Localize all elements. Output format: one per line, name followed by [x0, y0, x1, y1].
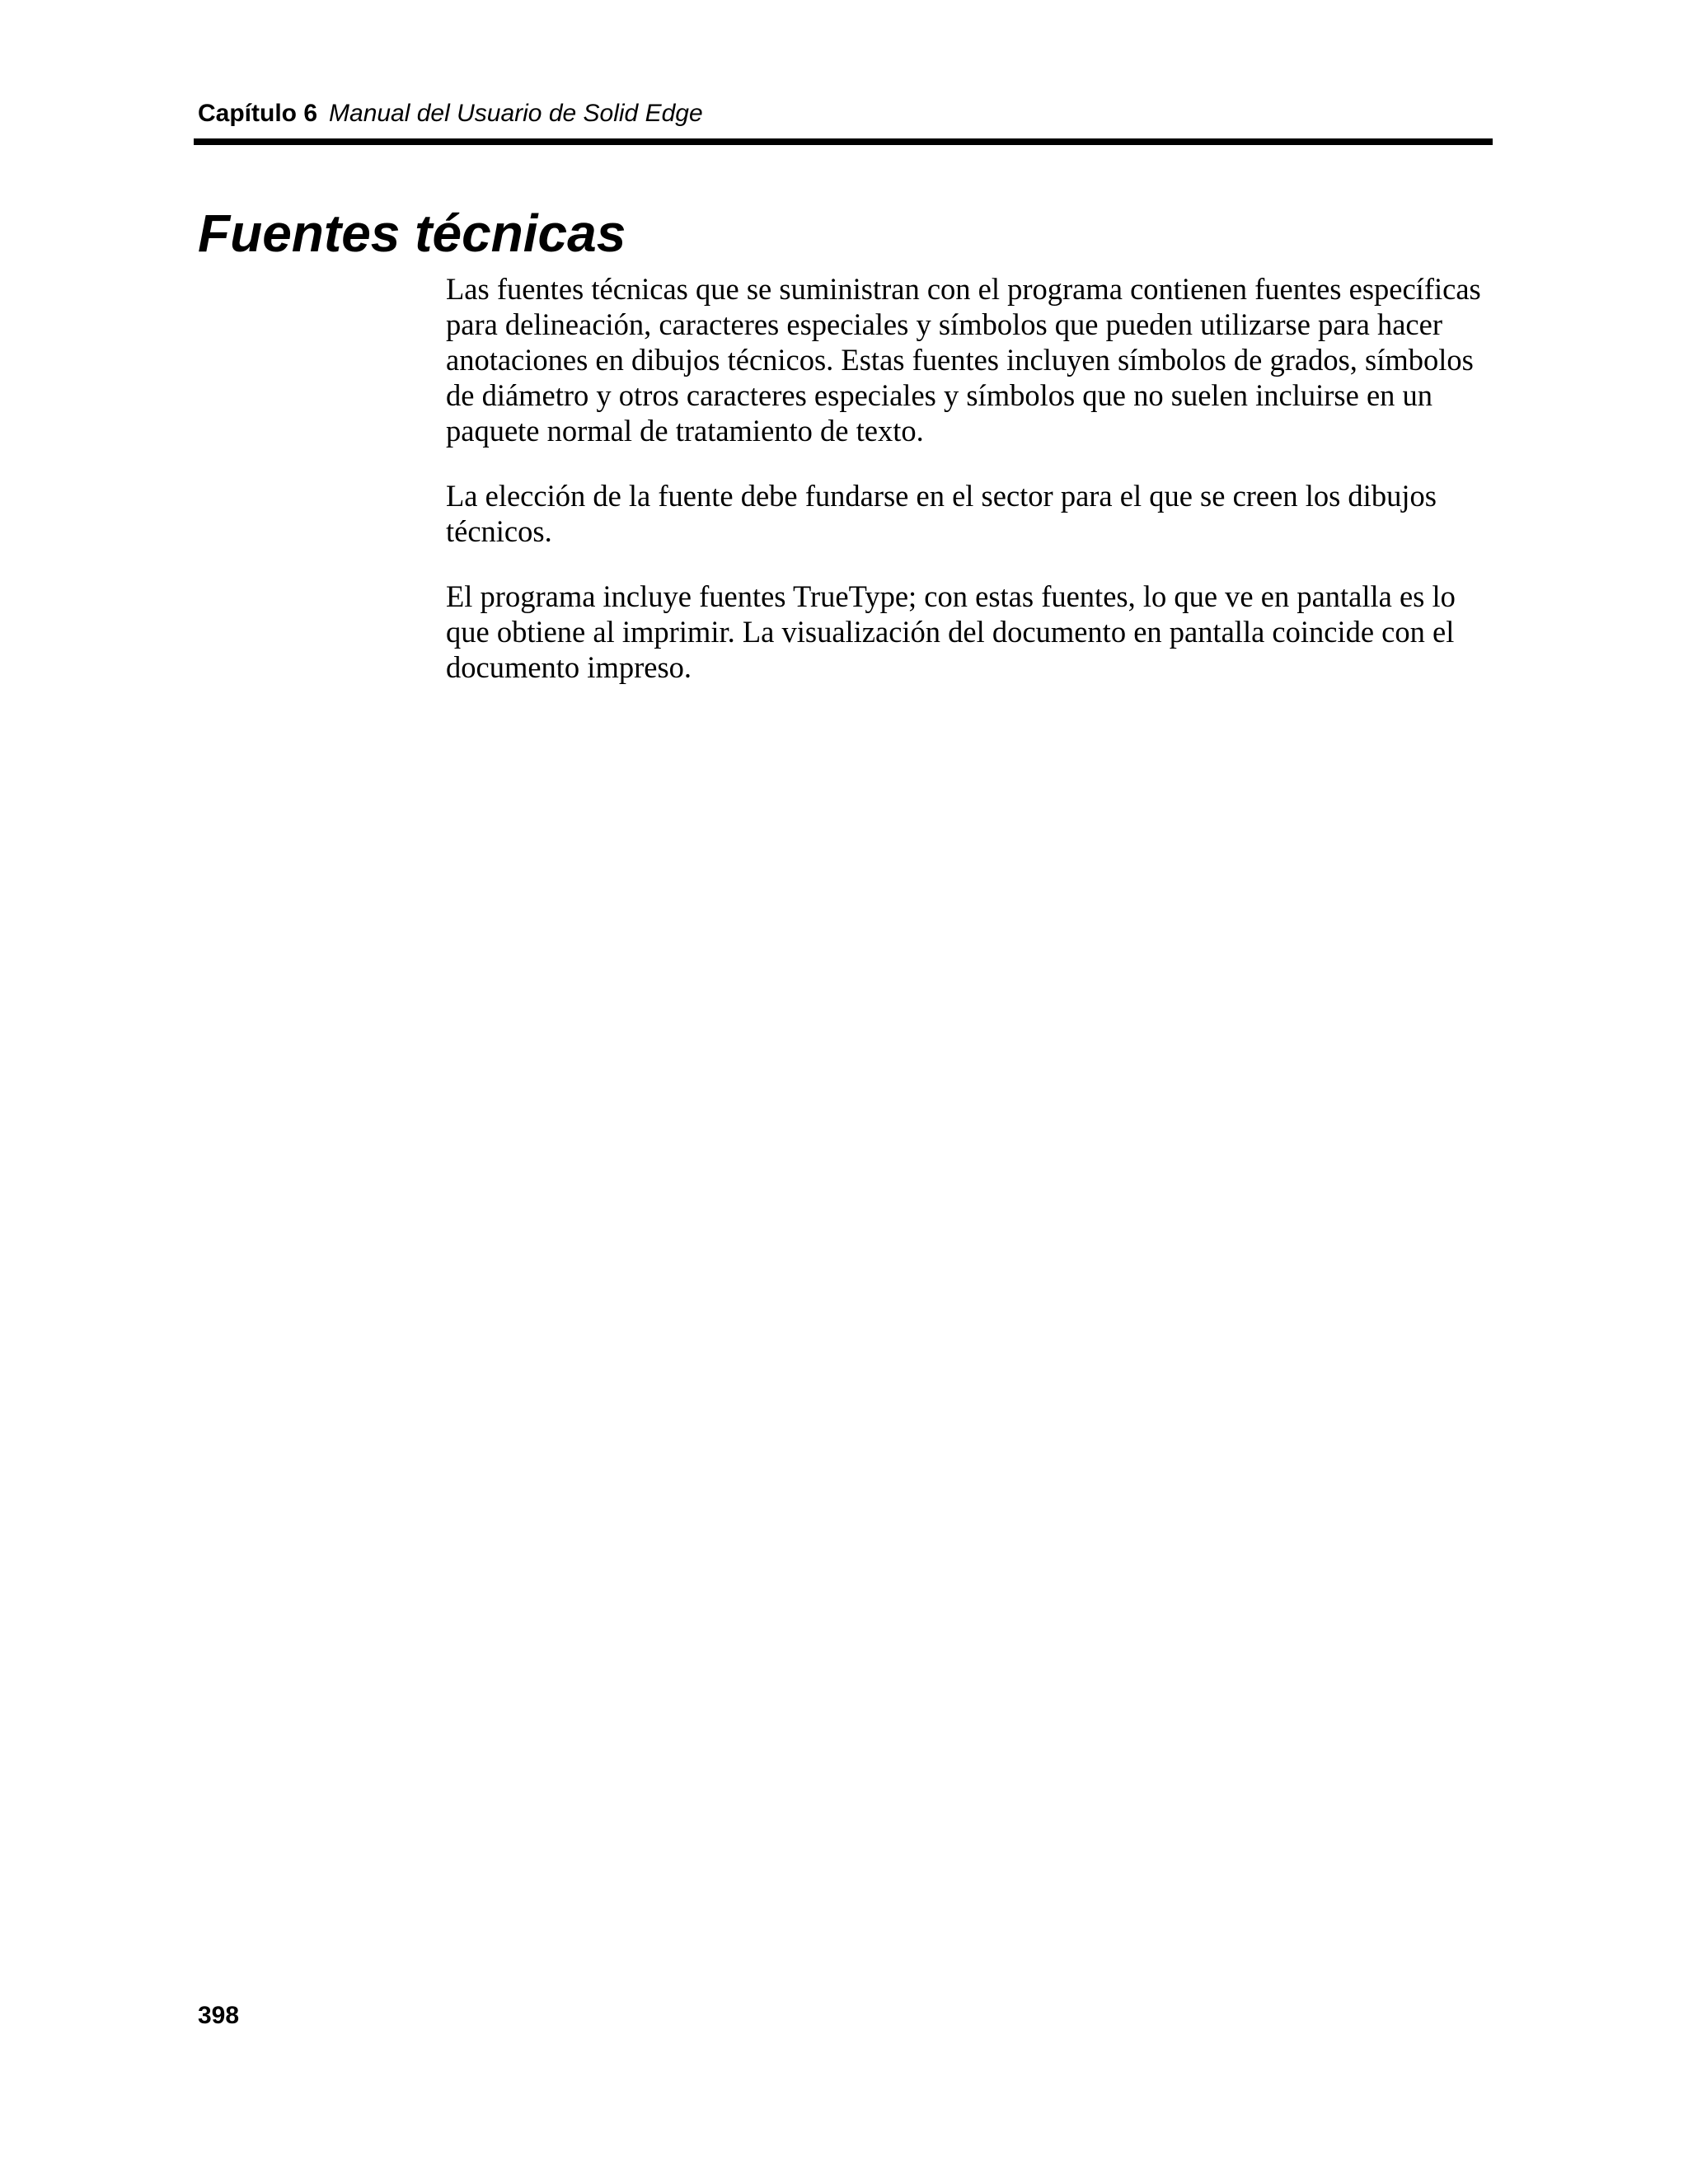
chapter-label: Capítulo 6 [198, 100, 318, 127]
running-header [198, 97, 703, 130]
header-rule [194, 138, 1493, 145]
page-number: 398 [198, 2002, 240, 2029]
section-title: Fuentes técnicas [198, 204, 626, 263]
section-body [446, 271, 1493, 715]
body-paragraph: El programa incluye fuentes TrueType; con estas fuentes, lo que ve en pantalla es lo que obtiene al imprimir. La visualización del documento en pantalla coincide con el documento impreso. [446, 579, 1456, 684]
body-paragraph: Las fuentes técnicas que se suministran con el programa contienen fuentes específicas para delineación, caracteres especiales y símbolos que pueden utilizarse para hacer anotaciones en dibujos técnicos. Estas fuentes incluyen símbolos de grados, símbolos de diámetro y otros caracteres especiales y símbolos que no suelen incluirse en un paquete normal de tratamiento de texto. [446, 272, 1481, 448]
body-paragraph: La elección de la fuente debe fundarse en el sector para el que se creen los dibujos técnicos. [446, 479, 1437, 548]
manual-title: Manual del Usuario de Solid Edge [329, 100, 703, 127]
